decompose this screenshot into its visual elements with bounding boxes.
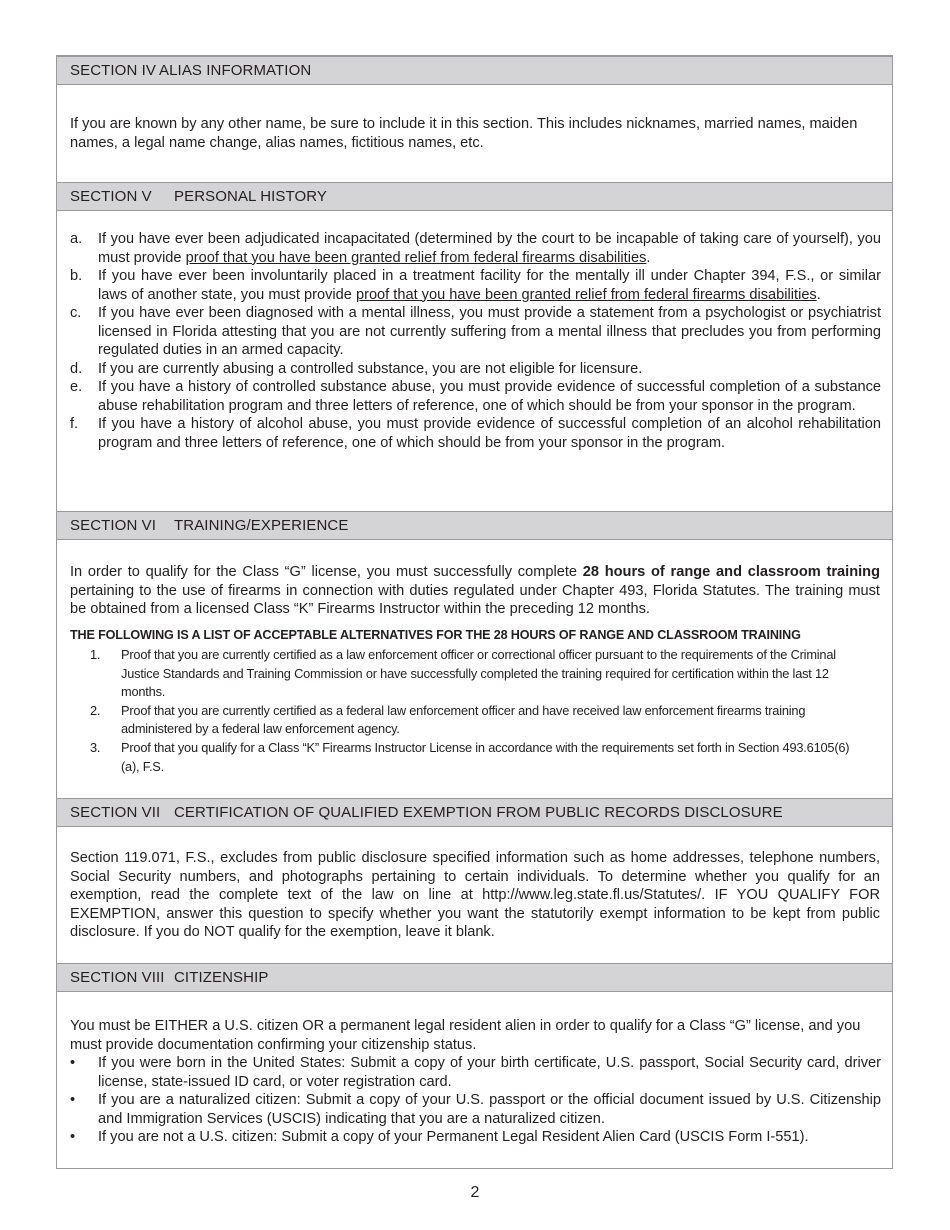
list-item [70, 415, 881, 452]
section-viii-header [56, 963, 893, 992]
citizenship-intro: You must be EITHER a U.S. citizen OR a permanent legal resident alien in order to qualify for a Class “G” license, and you must provide documentation confirming your citizenship status. [70, 1018, 861, 1053]
bullet: • [70, 1055, 76, 1071]
list-item [70, 267, 881, 304]
list-item [70, 1128, 881, 1147]
list-marker: 2. [90, 702, 101, 718]
item-text-end: . [816, 286, 821, 303]
item-text: If you have a history of controlled substance abuse, you must provide evidence of successful completion of a substance abuse rehabilitation program and three letters of reference, one of which should be from your sponsor in the program. [98, 379, 881, 414]
bullet: • [70, 1129, 76, 1145]
list-item [70, 378, 881, 415]
relief-proof-link-text: proof that you have been granted relief from federal firearms disabilities [185, 249, 647, 266]
item-text: If you were born in the United States: Submit a copy of your birth certificate, U.S. passport, Social Security card, driver license, state-issued ID card, or voter registration card. [98, 1055, 881, 1090]
list-item [70, 1054, 881, 1091]
public-records-text: Section 119.071, F.S., excludes from public disclosure specified information such as home addresses, telephone numbers, Social Security numbers, and photographs pertaining to certain individuals. To determine whether you qualify for an exemption, read the complete text of the law on line at http://www.leg.state.fl.us/Statutes/. IF YOU QUALIFY FOR EXEMPTION, answer this question to specify whether you want the statutorily exempt information to be kept from public disclosure. If you do NOT qualify for the exemption, leave it blank. [70, 850, 880, 940]
list-item [70, 360, 881, 379]
list-item [90, 702, 862, 739]
section-title: ALIAS INFORMATION [159, 62, 312, 79]
list-marker: 1. [90, 647, 101, 662]
training-text-end: pertaining to the use of firearms in connection with duties regulated under Chapter 493, Florida Statutes. The training must be obtained from a licensed Class “K” Firearms Instructor within the preceding 12 months. [70, 582, 880, 617]
citizenship-list [70, 1054, 881, 1147]
item-text: Proof that you are currently certified as a law enforcement officer or correctional officer pursuant to the requirements of the Criminal Justice Standards and Training Commission or have successfully completed the training required for certification within the last 12 months. [121, 647, 836, 700]
section-number: SECTION VI [70, 517, 157, 534]
list-marker: 3. [90, 739, 101, 755]
training-text [70, 563, 880, 619]
item-text: If you are not a U.S. citizen: Submit a copy of your Permanent Legal Resident Alien Card (USCIS Form I-551). [98, 1129, 809, 1145]
section-title: TRAINING/EXPERIENCE [174, 517, 349, 534]
list-marker: d. [70, 360, 83, 377]
personal-history-list [70, 230, 881, 452]
item-text: Proof that you qualify for a Class “K” Firearms Instructor License in accordance with the requirements set forth in Section 493.6105(6)(a), F.S. [121, 739, 850, 774]
relief-proof-link-text: proof that you have been granted relief from federal firearms disabilities [355, 286, 817, 303]
section-title: CITIZENSHIP [174, 969, 269, 986]
list-item [70, 230, 881, 267]
section-title: PERSONAL HISTORY [174, 188, 328, 205]
item-text: If you have ever been involuntarily placed in a treatment facility for the mentally ill under Chapter 394, F.S., or similar laws of another state, you must provide [98, 268, 881, 303]
list-item [70, 1091, 881, 1128]
item-text: If you are a naturalized citizen: Submit a copy of your U.S. passport or the official document issued by U.S. Citizenship and Immigration Services (USCIS) indicating that you are a naturalized citizen. [98, 1092, 881, 1127]
section-number: SECTION VII [70, 804, 161, 821]
section-number: SECTION IV [70, 62, 157, 79]
alias-info-text: If you are known by any other name, be sure to include it in this section. This includes nicknames, married names, maiden names, a legal name change, alias names, fictitious names, etc. [70, 116, 858, 151]
training-hours-emphasis: 28 hours of range and classroom training [582, 564, 880, 580]
list-marker: b. [70, 268, 83, 284]
list-marker: e. [70, 379, 83, 395]
item-text: If you have a history of alcohol abuse, you must provide evidence of successful completion of an alcohol rehabilitation program and three letters of reference, one of which should be from your sponsor in the program. [98, 416, 881, 451]
item-text: If you have ever been adjudicated incapacitated (determined by the court to be incapable of taking care of yourself), you must provide [98, 231, 881, 266]
item-text-end: . [646, 249, 651, 266]
section-v-header [56, 182, 893, 211]
item-text: If you have ever been diagnosed with a mental illness, you must provide a statement from a psychologist or psychiatrist licensed in Florida attesting that you are not currently suffering from a mental illness that precludes you from performing regulated duties in an armed capacity. [98, 305, 881, 358]
page-number: 2 [470, 1184, 480, 1201]
section-iv-header [56, 56, 893, 85]
list-marker: c. [70, 305, 82, 321]
section-vii-header [56, 798, 893, 827]
bullet: • [70, 1092, 76, 1108]
list-item [70, 304, 881, 360]
alternatives-heading: THE FOLLOWING IS A LIST OF ACCEPTABLE ALTERNATIVES FOR THE 28 HOURS OF RANGE AND CLASSROOM TRAINING [70, 628, 801, 642]
list-item [90, 739, 862, 776]
list-marker: f. [70, 416, 79, 432]
section-number: SECTION V [70, 188, 152, 205]
alternatives-list [90, 646, 862, 776]
list-marker: a. [70, 231, 83, 247]
section-vi-header [56, 511, 893, 540]
section-title: CERTIFICATION OF QUALIFIED EXEMPTION FROM PUBLIC RECORDS DISCLOSURE [174, 804, 783, 821]
item-text: Proof that you are currently certified as a federal law enforcement officer and have received law enforcement firearms training administered by a federal law enforcement agency. [121, 702, 806, 737]
training-text-start: In order to qualify for the Class “G” license, you must successfully complete [70, 564, 583, 580]
section-number: SECTION VIII [70, 969, 165, 986]
list-item [90, 646, 862, 702]
item-text: If you are currently abusing a controlled substance, you are not eligible for licensure. [98, 360, 643, 377]
